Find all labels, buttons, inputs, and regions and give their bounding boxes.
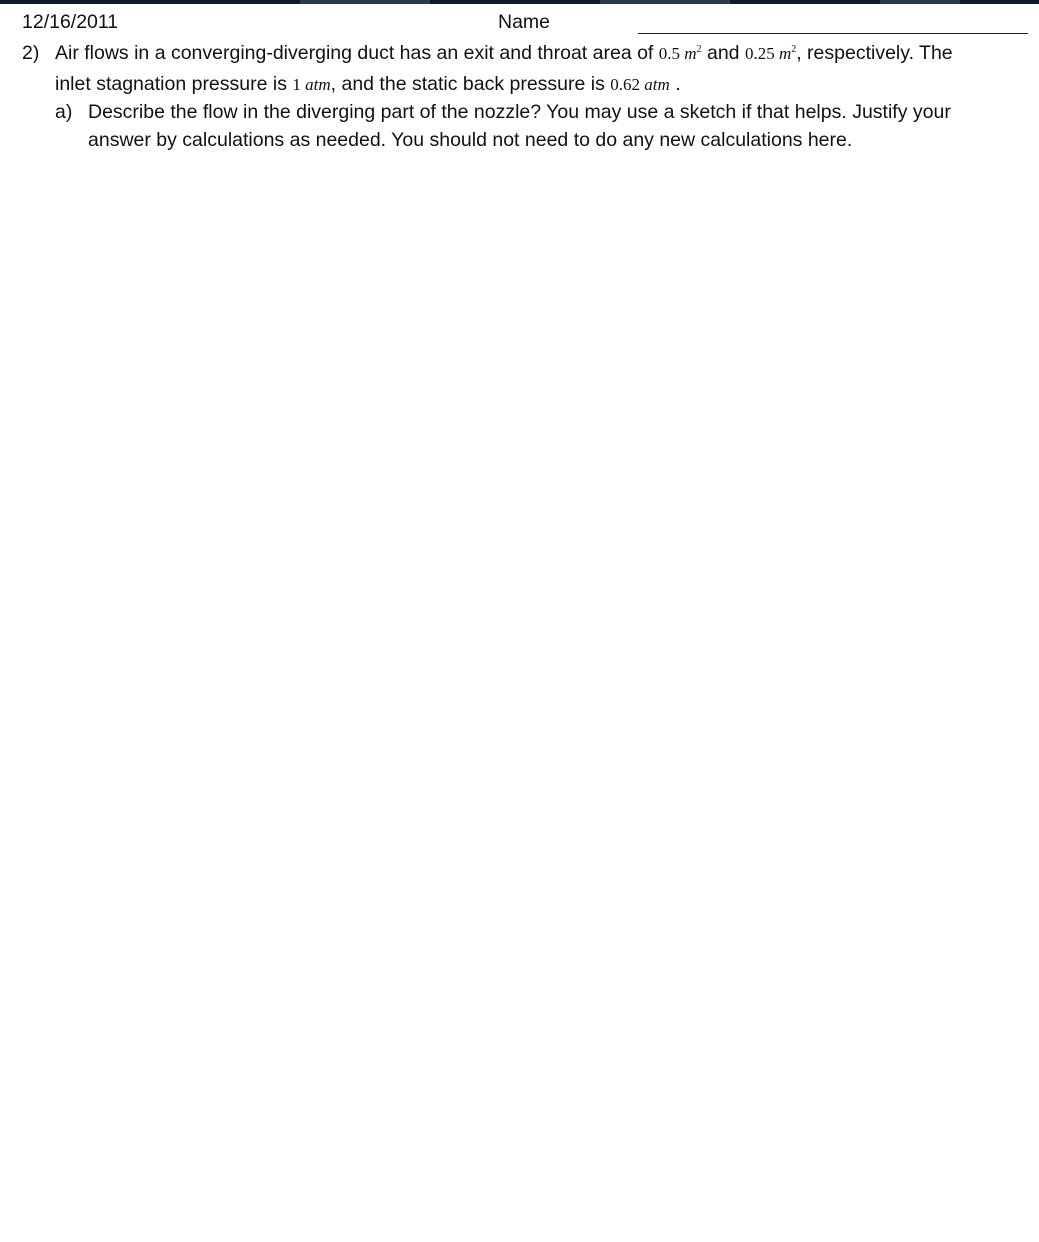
part-a — [55, 98, 1015, 154]
problem-number: 2) — [22, 42, 40, 64]
throat-area: 0.25 $m^2$ — [744, 44, 797, 63]
top-edge-bar — [0, 0, 1039, 4]
top-bar-segment — [880, 0, 960, 4]
name-label: Name — [498, 11, 551, 33]
problem-line-2: inlet stagnation pressure is 1 atm, and the static back pressure is 0.62 atm . — [55, 73, 681, 95]
exam-date: 12/16/2011 — [22, 11, 119, 33]
top-bar-segment — [300, 0, 430, 4]
exit-area: 0.5 $m^2$ — [658, 44, 702, 63]
part-a-line-2: answer by calculations as needed. You should not need to do any new calculations here. — [88, 129, 853, 151]
problem-line-1: Air flows in a converging-diverging duct has an exit and throat area of 0.5 $m^2$ and 0.25 $m^2$, respectively. The — [55, 42, 953, 64]
problem-2 — [22, 38, 1034, 100]
name-blank-line — [638, 33, 1028, 34]
top-bar-segment — [600, 0, 730, 4]
part-a-label: a) — [55, 101, 73, 123]
back-pressure: 0.62 atm — [610, 75, 670, 94]
part-a-line-1: Describe the flow in the diverging part of the nozzle? You may use a sketch if that helps. Justify your — [88, 101, 951, 123]
stagnation-pressure: 1 atm — [292, 75, 331, 94]
